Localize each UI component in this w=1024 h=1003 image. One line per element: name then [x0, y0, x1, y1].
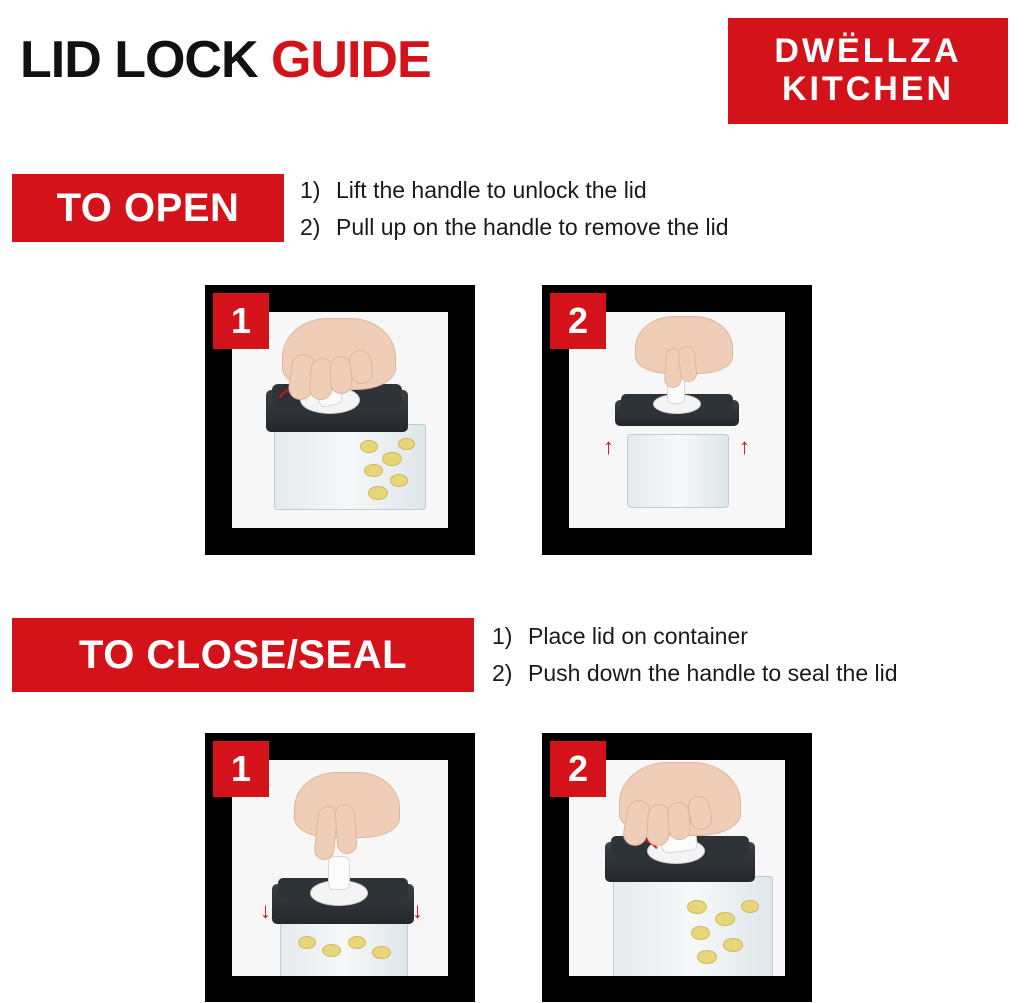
page-title: [20, 30, 431, 90]
pasta-piece: [322, 944, 341, 957]
pasta-piece: [723, 938, 743, 952]
panel-badge: 2: [550, 741, 606, 797]
panel-badge: 2: [550, 293, 606, 349]
finger: [334, 803, 357, 854]
step-number: 2): [492, 659, 513, 686]
step-item: [300, 172, 729, 209]
step-number: 2): [300, 213, 321, 240]
red-up-arrow-left: ↑: [603, 434, 614, 459]
step-item: [492, 618, 898, 655]
step-item: [492, 655, 898, 692]
pasta-piece: [382, 452, 402, 466]
step-number: 1): [492, 623, 513, 649]
photo-panel-close-2: [542, 733, 812, 1003]
pasta-piece: [368, 486, 388, 500]
pasta-piece: [364, 464, 383, 477]
container-body: [613, 876, 773, 976]
pasta-piece: [398, 438, 415, 450]
pasta-piece: [348, 936, 366, 949]
red-up-arrow-right: ↑: [739, 434, 750, 459]
photo-panel-close-1: [205, 733, 475, 1003]
container-body: [627, 434, 729, 508]
step-text: Pull up on the handle to remove the lid: [336, 213, 729, 240]
pasta-piece: [715, 912, 735, 926]
brand-logo: [728, 18, 1008, 124]
pasta-piece: [360, 440, 378, 453]
step-number: 1): [300, 177, 321, 203]
photo-panel-open-1: [205, 285, 475, 555]
section-steps-to-close: [492, 618, 898, 692]
lid-handle: [328, 856, 350, 890]
page-header: [0, 0, 1024, 150]
step-text: Lift the handle to unlock the lid: [336, 177, 647, 203]
step-item: [300, 209, 729, 246]
panel-badge: 1: [213, 741, 269, 797]
page-title-black: LID LOCK: [20, 31, 271, 89]
section-label-to-close: TO CLOSE/SEAL: [12, 618, 474, 692]
pasta-piece: [697, 950, 717, 964]
pasta-piece: [372, 946, 391, 959]
container-body: [274, 424, 426, 510]
brand-name-line1: DWËLLZA: [774, 32, 962, 71]
pasta-piece: [691, 926, 710, 940]
red-down-arrow-right: ↓: [412, 898, 423, 923]
brand-name-line2: KITCHEN: [781, 70, 955, 108]
red-down-arrow-left: ↓: [260, 898, 271, 923]
panel-badge: 1: [213, 293, 269, 349]
step-text: Place lid on container: [528, 623, 748, 649]
pasta-piece: [687, 900, 707, 914]
page-title-red: GUIDE: [270, 31, 431, 89]
section-steps-to-open: [300, 172, 729, 246]
step-text: Push down the handle to seal the lid: [528, 659, 898, 686]
section-label-to-open: TO OPEN: [12, 174, 284, 242]
pasta-piece: [298, 936, 316, 949]
photo-panel-open-2: [542, 285, 812, 555]
pasta-piece: [390, 474, 408, 487]
pasta-piece: [741, 900, 759, 913]
